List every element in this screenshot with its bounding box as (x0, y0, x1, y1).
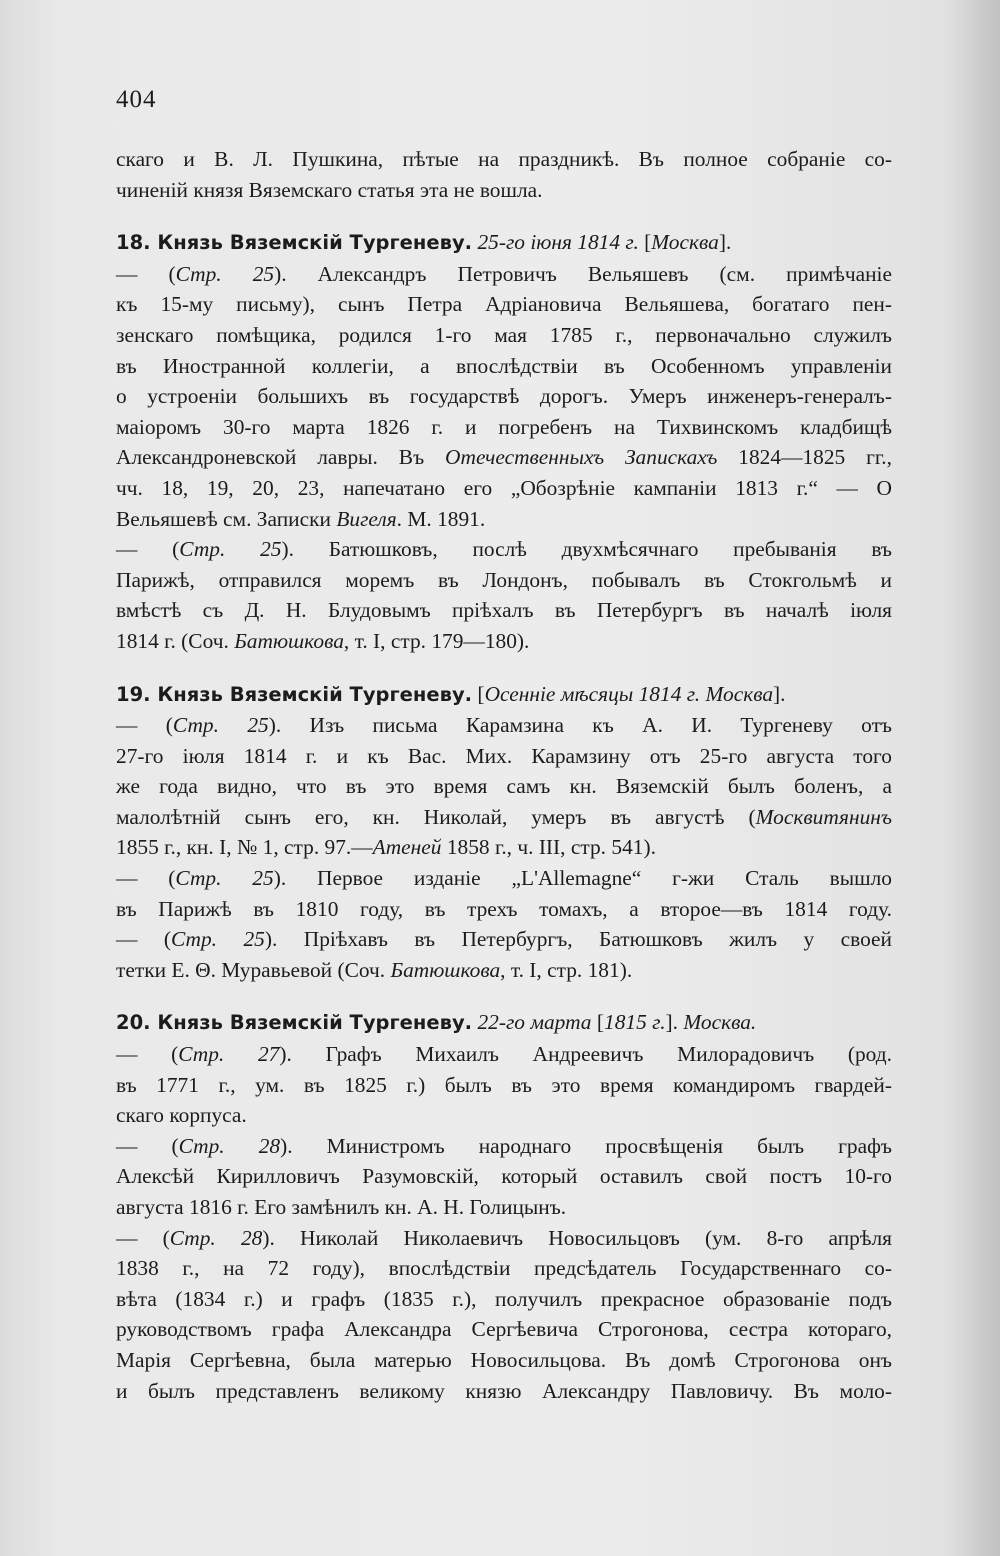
text-line: о устроеніи большихъ въ государствѣ дорогъ. Умеръ инженеръ-генералъ- (116, 384, 892, 409)
letter-heading-20: 20. Князь Вяземскій Тургеневу. 22-го марта [1815 г.]. Москва. (116, 1010, 757, 1035)
text-line (116, 504, 892, 535)
text-line: и былъ представленъ великому князю Александру Павловичу. Въ моло- (116, 1378, 892, 1403)
text-line: чиненій князя Вяземскаго статья эта не вошла. (116, 177, 543, 202)
note-line: — (Стр. 25). Батюшковъ, послѣ двухмѣсячнаго пребыванія въ (116, 537, 892, 562)
page-text (116, 144, 892, 1406)
letter-title: 20. Князь Вяземскій Тургеневу. (116, 1011, 473, 1035)
note-text: . Николай Николаевичъ Новосильцовъ (ум. 8-го апрѣля (269, 1225, 892, 1250)
note-text: . Министромъ народнаго просвѣщенія былъ графъ (287, 1133, 892, 1158)
journal-title: Москвитянинъ (755, 804, 892, 829)
text-line (116, 802, 892, 833)
text-span: 1858 г., ч. III, стр. 541). (446, 835, 656, 860)
page-reference: Стр. 28 (178, 1133, 281, 1158)
text-line: маіоромъ 30-го марта 1826 г. и погребенъ на Тихвинскомъ кладбищѣ (116, 414, 892, 439)
author-name: Батюшкова (390, 957, 501, 982)
text-span: 1814 г. (Соч. (116, 628, 229, 653)
text-line (116, 955, 892, 986)
text-line: чч. 18, 19, 20, 23, напечатано его „Обозрѣніе кампаніи 1813 г.“ — О (116, 475, 892, 500)
text-span: 1824—1825 гг., (738, 445, 892, 470)
note-line: — (Стр. 28). Министромъ народнаго просвѣщенія былъ графъ (116, 1133, 892, 1158)
letter-heading-18: 18. Князь Вяземскій Тургеневу. 25-го іюня 1814 г. [Москва]. (116, 230, 732, 255)
section-gap (116, 985, 892, 1007)
note-text: . Графъ Михаилъ Андреевичъ Милорадовичъ (род. (286, 1042, 892, 1067)
text-line (116, 442, 892, 473)
text-line: же года видно, что въ это время самъ кн. Вяземскій былъ боленъ, а (116, 774, 892, 799)
note-text: . Первое изданіе „L'Allemagne“ г-жи Сталь вышло (280, 866, 892, 891)
note-line: — (Стр. 25). Изъ письма Карамзина къ А. И. Тургеневу отъ (116, 713, 892, 738)
text-line (116, 626, 892, 657)
page-reference: Стр. 25 (175, 866, 274, 891)
text-line: въ 1771 г., ум. въ 1825 г.) былъ въ это время командиромъ гвардей- (116, 1072, 892, 1097)
text-span: малолѣтній сынъ его, кн. Николай, умеръ въ августѣ ( (116, 804, 756, 829)
author-name: Вигеля (336, 506, 397, 531)
journal-title: Отечественныхъ Запискахъ (445, 445, 718, 470)
text-line: въ Парижѣ въ 1810 году, въ трехъ томахъ, а второе—въ 1814 году. (116, 896, 892, 921)
letter-date: 25-го іюня 1814 г. (477, 230, 639, 255)
letter-date: 22-го марта (477, 1010, 592, 1035)
text-line: скаго и В. Л. Пушкина, пѣтые на праздникѣ. Въ полное собраніе со- (116, 147, 892, 171)
note-text: . Изъ письма Карамзина къ А. И. Тургеневу отъ (275, 713, 892, 738)
text-line: скаго корпуса. (116, 1103, 247, 1128)
text-line: зенскаго помѣщика, родился 1-го мая 1785 г., первоначально служилъ (116, 322, 892, 347)
note-line: — (Стр. 25). Первое изданіе „L'Allemagne“ г-жи Сталь вышло (116, 866, 892, 891)
text-line: Марія Сергѣевна, была матерью Новосильцова. Въ домѣ Строгонова онъ (116, 1347, 892, 1372)
letter-place: Москва (651, 230, 719, 255)
text-line: вмѣстѣ съ Д. Н. Блудовымъ пріѣхалъ въ Петербургъ въ началѣ іюля (116, 598, 892, 623)
letter-title: 19. Князь Вяземскій Тургеневу. (116, 682, 473, 706)
text-span: 1855 г., кн. I, № 1, стр. 97.— (116, 835, 373, 860)
page-edge-shadow (950, 0, 1000, 1556)
page-reference: Стр. 27 (178, 1042, 280, 1067)
page-number: 404 (116, 86, 157, 113)
letter-heading-19: 19. Князь Вяземскій Тургеневу. [Осенніе мѣсяцы 1814 г. Москва]. (116, 681, 786, 706)
page-reference: Стр. 25 (170, 927, 265, 952)
section-gap (116, 657, 892, 679)
page-reference: Стр. 25 (175, 261, 275, 286)
letter-date: Осенніе мѣсяцы 1814 г. Москва (484, 681, 774, 706)
text-span: Вельяшевѣ см. Записки (116, 506, 331, 531)
text-line: Парижѣ, отправился моремъ въ Лондонъ, побывалъ въ Стокгольмѣ и (116, 567, 892, 592)
text-line: вѣта (1834 г.) и графъ (1835 г.), получилъ прекрасное образованіе подъ (116, 1286, 892, 1311)
text-line: августа 1816 г. Его замѣнилъ кн. А. Н. Голицынъ. (116, 1195, 567, 1219)
note-text: . Пріѣхавъ въ Петербургъ, Батюшковъ жилъ у своей (271, 927, 892, 952)
journal-title: Атеней (372, 835, 442, 860)
letter-year: 1815 г. (604, 1010, 666, 1035)
text-span: . М. 1891. (396, 506, 486, 531)
text-line: въ Иностранной коллегіи, а впослѣдствіи въ Особенномъ управленіи (116, 353, 892, 378)
note-text: . Александръ Петровичъ Вельяшевъ (см. примѣчаніе (281, 261, 892, 286)
page-reference: Стр. 28 (169, 1225, 263, 1250)
text-line: руководствомъ графа Александра Сергѣевича Строгонова, сестра котораго, (116, 1317, 892, 1342)
page-reference: Стр. 25 (172, 713, 269, 738)
text-line: 27-го іюля 1814 г. и къ Вас. Мих. Карамзину отъ 25-го августа того (116, 743, 892, 768)
text-line: 1838 г., на 72 году), впослѣдствіи предсѣдатель Государственнаго со- (116, 1256, 892, 1281)
note-text: . Батюшковъ, послѣ двухмѣсячнаго пребыванія въ (288, 537, 892, 562)
text-line (116, 832, 892, 863)
text-span: тетки Е. Θ. Муравьевой (Соч. (116, 957, 386, 982)
page-reference: Стр. 25 (179, 537, 282, 562)
letter-title: 18. Князь Вяземскій Тургеневу. (116, 231, 473, 255)
note-line: — (Стр. 25). Пріѣхавъ въ Петербургъ, Батюшковъ жилъ у своей (116, 927, 892, 952)
text-span: , т. I, стр. 181). (500, 957, 633, 982)
text-line: къ 15-му письму), сынъ Петра Адріановича Вельяшева, богатаго пен- (116, 292, 892, 317)
author-name: Батюшкова (234, 628, 344, 653)
text-line: Алексѣй Кирилловичъ Разумовскій, который оставилъ свой постъ 10-го (116, 1164, 892, 1189)
note-line: — (Стр. 25). Александръ Петровичъ Вельяшевъ (см. примѣчаніе (116, 261, 892, 286)
text-span: , т. I, стр. 179—180). (343, 628, 530, 653)
text-span: Александроневской лавры. Въ (116, 445, 425, 470)
note-line: — (Стр. 27). Графъ Михаилъ Андреевичъ Милорадовичъ (род. (116, 1042, 892, 1067)
section-gap (116, 205, 892, 227)
note-line: — (Стр. 28). Николай Николаевичъ Новосильцовъ (ум. 8-го апрѣля (116, 1225, 892, 1250)
letter-place: Москва. (683, 1010, 757, 1035)
